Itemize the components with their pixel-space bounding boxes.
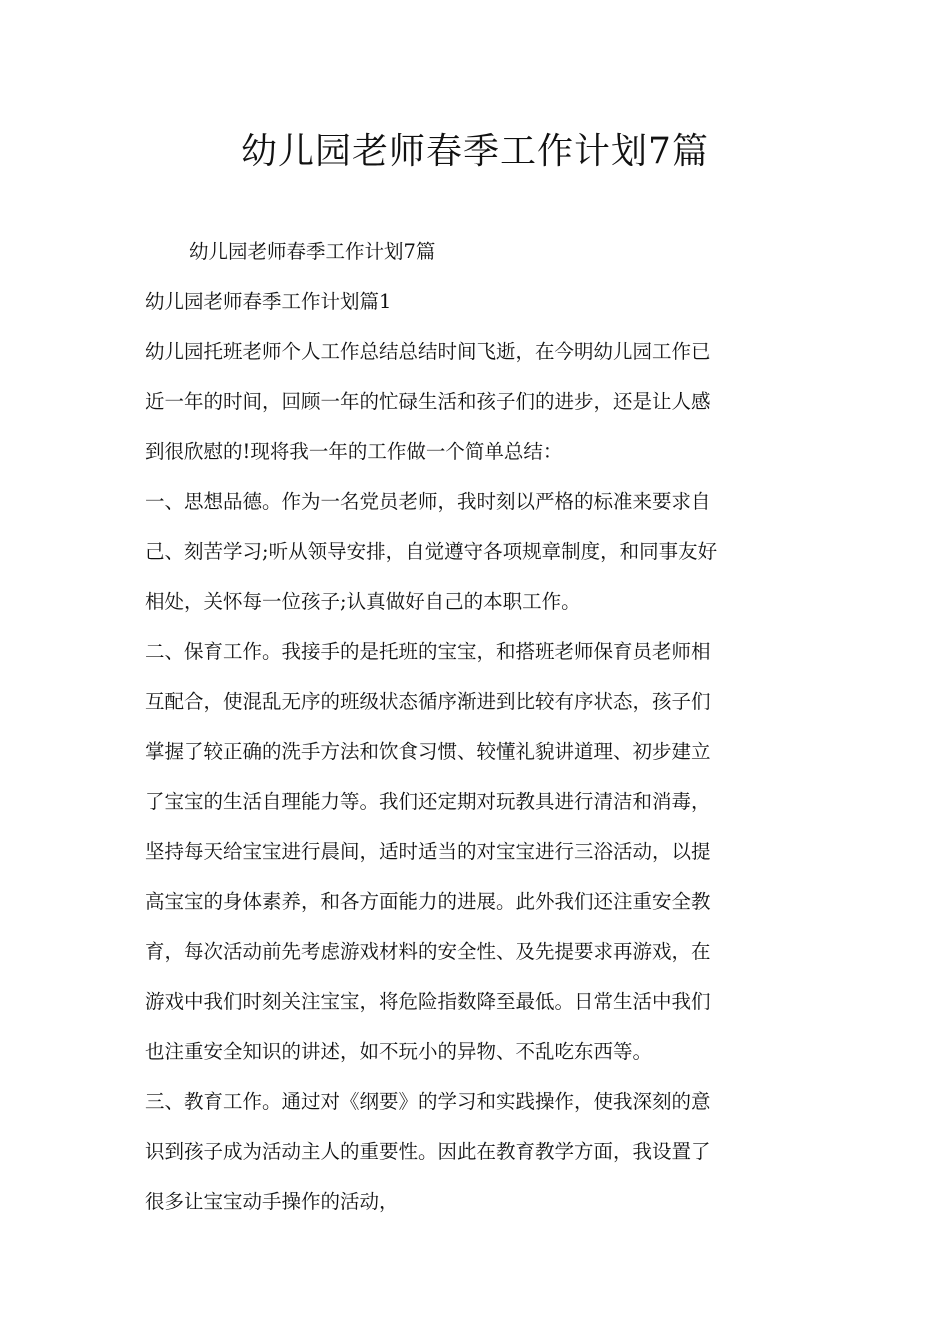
body-line: 到很欣慰的!现将我一年的工作做一个简单总结： [145, 440, 563, 463]
document-body [145, 227, 805, 1227]
section-heading: 幼儿园老师春季工作计划篇1 [145, 290, 392, 313]
subtitle-line: 幼儿园老师春季工作计划7篇 [189, 240, 436, 263]
body-line: 游戏中我们时刻关注宝宝，将危险指数降至最低。日常生活中我们 [145, 990, 711, 1013]
document-title: 幼儿园老师春季工作计划7篇 [241, 131, 709, 172]
body-line: 高宝宝的身体素养，和各方面能力的进展。此外我们还注重安全教 [145, 890, 711, 913]
body-line: 相处，关怀每一位孩子;认真做好自己的本职工作。 [145, 590, 581, 613]
body-line: 互配合，使混乱无序的班级状态循序渐进到比较有序状态，孩子们 [145, 690, 711, 713]
body-line: 很多让宝宝动手操作的活动， [145, 1190, 399, 1213]
body-line: 二、保育工作。我接手的是托班的宝宝，和搭班老师保育员老师相 [145, 640, 711, 663]
body-line: 三、教育工作。通过对《纲要》的学习和实践操作，使我深刻的意 [145, 1090, 711, 1113]
body-line: 己、刻苦学习;听从领导安排，自觉遵守各项规章制度，和同事友好 [145, 540, 718, 563]
body-line: 育，每次活动前先考虑游戏材料的安全性、及先提要求再游戏，在 [145, 940, 711, 963]
body-line: 也注重安全知识的讲述，如不玩小的异物、不乱吃东西等。 [145, 1040, 653, 1063]
body-line: 一、思想品德。作为一名党员老师，我时刻以严格的标准来要求自 [145, 490, 711, 513]
body-line: 识到孩子成为活动主人的重要性。因此在教育教学方面，我设置了 [145, 1140, 711, 1163]
body-line: 了宝宝的生活自理能力等。我们还定期对玩教具进行清洁和消毒， [145, 790, 711, 813]
body-line: 近一年的时间，回顾一年的忙碌生活和孩子们的进步，还是让人感 [145, 390, 711, 413]
body-line: 幼儿园托班老师个人工作总结总结时间飞逝，在今明幼儿园工作已 [145, 340, 711, 363]
body-line: 坚持每天给宝宝进行晨间，适时适当的对宝宝进行三浴活动，以提 [145, 840, 711, 863]
body-line: 掌握了较正确的洗手方法和饮食习惯、较懂礼貌讲道理、初步建立 [145, 740, 711, 763]
